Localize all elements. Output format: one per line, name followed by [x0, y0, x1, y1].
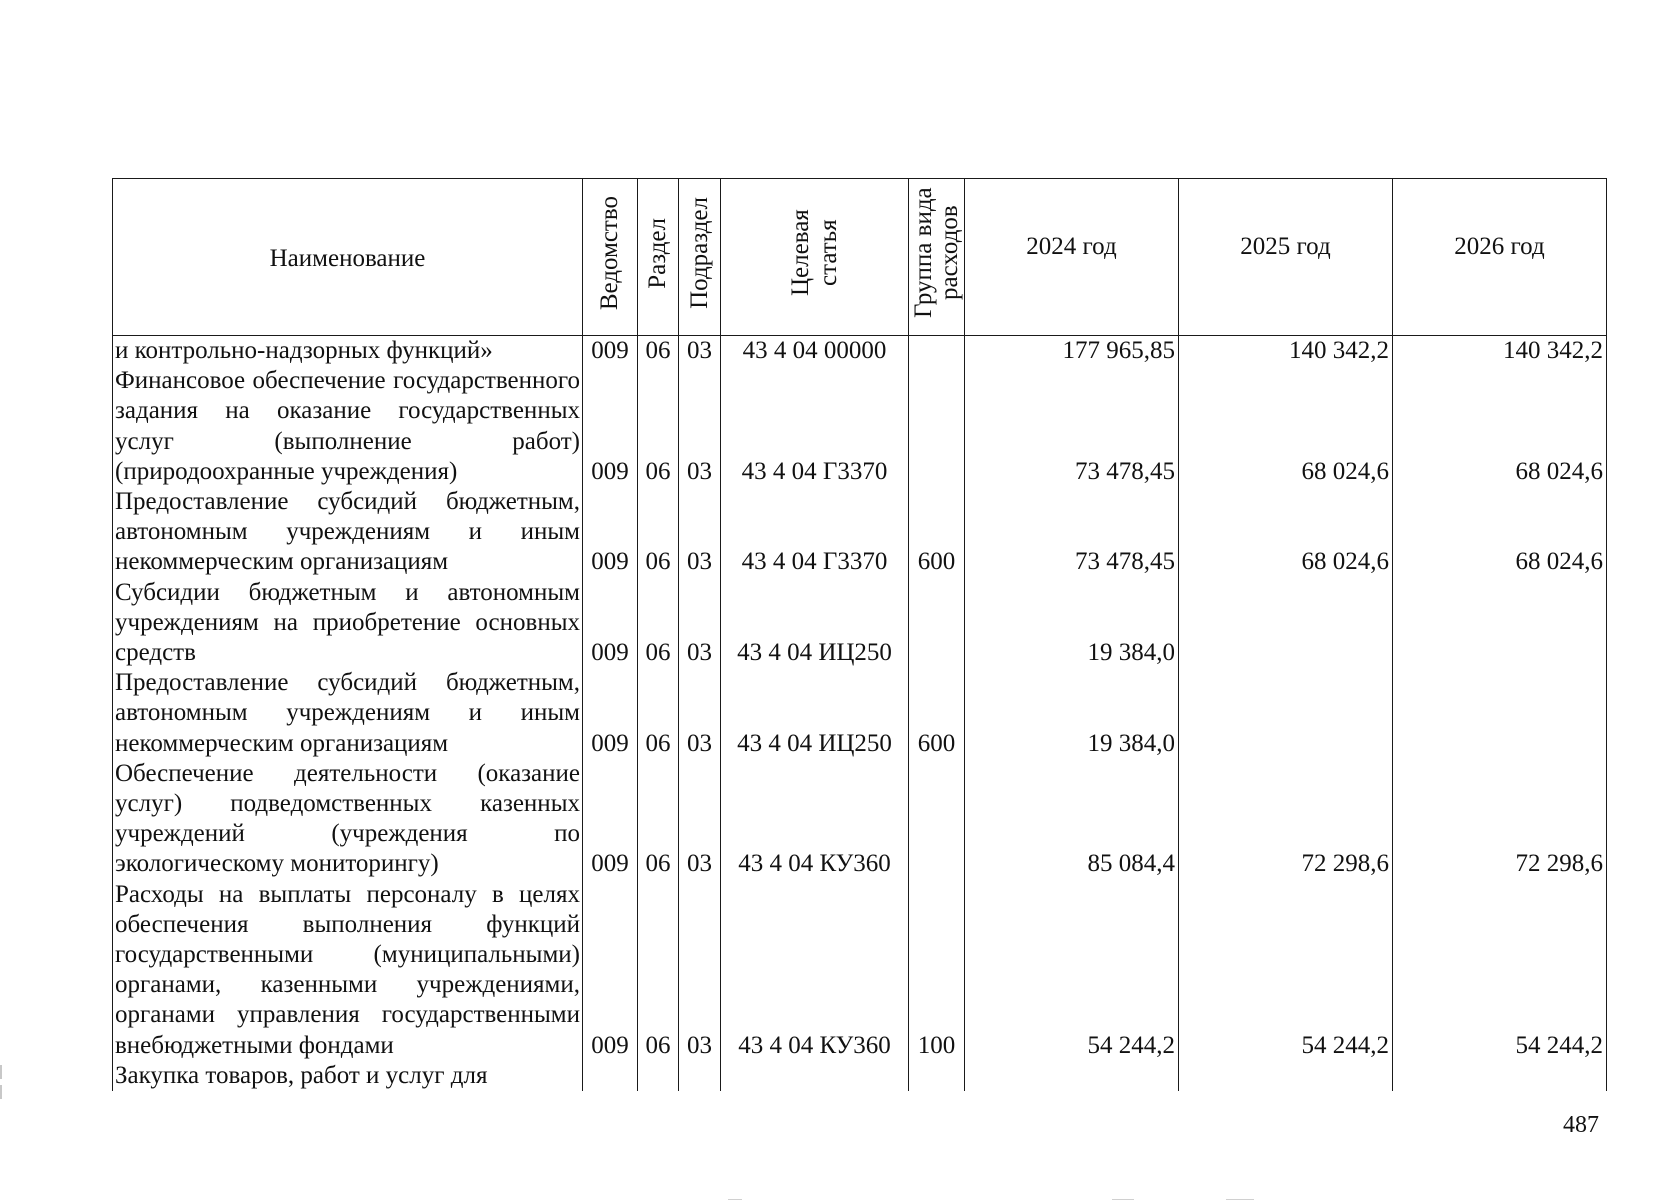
cell-subsection: 03: [679, 668, 721, 759]
table-body: [113, 336, 1607, 1092]
cell-year-2024: 19 384,0: [965, 578, 1179, 669]
cell-section: 06: [638, 578, 679, 669]
cell-target-article: 43 4 04 Г3370: [721, 366, 909, 487]
cell-name: Предоставление субсидий бюджетным, автономным учреждениям и иным некоммерческим организациям: [113, 668, 583, 759]
header-year-2026-label: 2026 год: [1454, 232, 1545, 260]
cell-year-2024: 19 384,0: [965, 668, 1179, 759]
cell-department: 009: [583, 366, 638, 487]
cell-year-2025: [1179, 1061, 1393, 1091]
cell-section: 06: [638, 668, 679, 759]
cell-department: 009: [583, 578, 638, 669]
cell-year-2026: 68 024,6: [1393, 487, 1607, 578]
cell-subsection: 03: [679, 366, 721, 487]
cell-department: [583, 1061, 638, 1091]
cell-department: 009: [583, 668, 638, 759]
header-section-label: Раздел: [644, 217, 671, 289]
header-expense-group-label: Группа вида расходов: [909, 187, 963, 319]
cell-name: Субсидии бюджетным и автономным учреждениям на приобретение основных средств: [113, 578, 583, 669]
cell-year-2026: 140 342,2: [1393, 336, 1607, 367]
cell-section: 06: [638, 880, 679, 1061]
cell-subsection: [679, 1061, 721, 1091]
table-row: [113, 1061, 1607, 1091]
header-name: [113, 179, 583, 336]
table-row: [113, 487, 1607, 578]
cell-subsection: 03: [679, 578, 721, 669]
page-number: 487: [1563, 1112, 1599, 1138]
cell-target-article: 43 4 04 00000: [721, 336, 909, 367]
cell-section: [638, 1061, 679, 1091]
table-row: [113, 880, 1607, 1061]
cell-name: Предоставление субсидий бюджетным, автономным учреждениям и иным некоммерческим организациям: [113, 487, 583, 578]
cell-expense-group: [909, 578, 965, 669]
cell-year-2025: 72 298,6: [1179, 759, 1393, 880]
cell-year-2025: 68 024,6: [1179, 487, 1393, 578]
scan-margin-mark: [0, 1065, 2, 1079]
header-year-2024-label: 2024 год: [1026, 232, 1117, 260]
cell-expense-group: [909, 366, 965, 487]
budget-table: [112, 178, 1607, 1091]
header-subsection-label: Подраздел: [685, 196, 713, 309]
cell-year-2025: [1179, 578, 1393, 669]
cell-year-2024: 54 244,2: [965, 880, 1179, 1061]
cell-expense-group: 600: [909, 668, 965, 759]
cell-name: Финансовое обеспечение государственного задания на оказание государственных услуг (выполнение работ) (природоохранные учреждения): [113, 366, 583, 487]
cell-expense-group: [909, 1061, 965, 1091]
header-year-2025: [1179, 179, 1393, 336]
cell-year-2026: 72 298,6: [1393, 759, 1607, 880]
header-section: [638, 179, 679, 336]
cell-year-2025: 68 024,6: [1179, 366, 1393, 487]
cell-section: 06: [638, 366, 679, 487]
cell-expense-group: [909, 336, 965, 367]
cell-department: 009: [583, 487, 638, 578]
cell-year-2024: [965, 1061, 1179, 1091]
cell-year-2025: 54 244,2: [1179, 880, 1393, 1061]
cell-target-article: 43 4 04 Г3370: [721, 487, 909, 578]
cell-subsection: 03: [679, 336, 721, 367]
scan-margin-mark: [0, 1085, 2, 1099]
cell-year-2024: 73 478,45: [965, 487, 1179, 578]
cell-subsection: 03: [679, 487, 721, 578]
cell-year-2025: 140 342,2: [1179, 336, 1393, 367]
cell-expense-group: 100: [909, 880, 965, 1061]
cell-target-article: 43 4 04 КУ360: [721, 880, 909, 1061]
cell-year-2026: 54 244,2: [1393, 880, 1607, 1061]
cell-year-2024: 177 965,85: [965, 336, 1179, 367]
header-year-2026: [1393, 179, 1607, 336]
cell-name: Обеспечение деятельности (оказание услуг) подведомственных казенных учреждений (учреждения по экологическому мониторингу): [113, 759, 583, 880]
table-header: [113, 179, 1607, 336]
header-department: [583, 179, 638, 336]
cell-section: 06: [638, 759, 679, 880]
header-year-2025-label: 2025 год: [1240, 232, 1331, 260]
cell-section: 06: [638, 487, 679, 578]
table-row: [113, 336, 1607, 367]
cell-year-2025: [1179, 668, 1393, 759]
header-department-label: Ведомство: [596, 195, 623, 310]
cell-section: 06: [638, 336, 679, 367]
cell-department: 009: [583, 880, 638, 1061]
header-target-article: [721, 179, 909, 336]
cell-target-article: 43 4 04 ИЦ250: [721, 578, 909, 669]
cell-year-2026: [1393, 578, 1607, 669]
cell-target-article: 43 4 04 КУ360: [721, 759, 909, 880]
header-target-article-label: Целевая статья: [786, 209, 842, 297]
cell-year-2026: [1393, 1061, 1607, 1091]
table-row: [113, 366, 1607, 487]
cell-year-2026: 68 024,6: [1393, 366, 1607, 487]
cell-subsection: 03: [679, 759, 721, 880]
cell-subsection: 03: [679, 880, 721, 1061]
table-row: [113, 668, 1607, 759]
table-row: [113, 759, 1607, 880]
cell-name: и контрольно-надзорных функций»: [113, 336, 583, 367]
cell-expense-group: 600: [909, 487, 965, 578]
cell-year-2024: 73 478,45: [965, 366, 1179, 487]
cell-year-2026: [1393, 668, 1607, 759]
cell-name: Закупка товаров, работ и услуг для: [113, 1061, 583, 1091]
header-subsection: [679, 179, 721, 336]
cell-department: 009: [583, 759, 638, 880]
cell-target-article: [721, 1061, 909, 1091]
cell-year-2024: 85 084,4: [965, 759, 1179, 880]
header-year-2024: [965, 179, 1179, 336]
header-expense-group: [909, 179, 965, 336]
cell-name: Расходы на выплаты персоналу в целях обеспечения выполнения функций государственными (муниципальными) органами, казенными учреждениями, органами управления государственными внебюджетными фондами: [113, 880, 583, 1061]
cell-target-article: 43 4 04 ИЦ250: [721, 668, 909, 759]
table-row: [113, 578, 1607, 669]
cell-expense-group: [909, 759, 965, 880]
header-name-label: Наименование: [269, 244, 426, 272]
cell-department: 009: [583, 336, 638, 367]
